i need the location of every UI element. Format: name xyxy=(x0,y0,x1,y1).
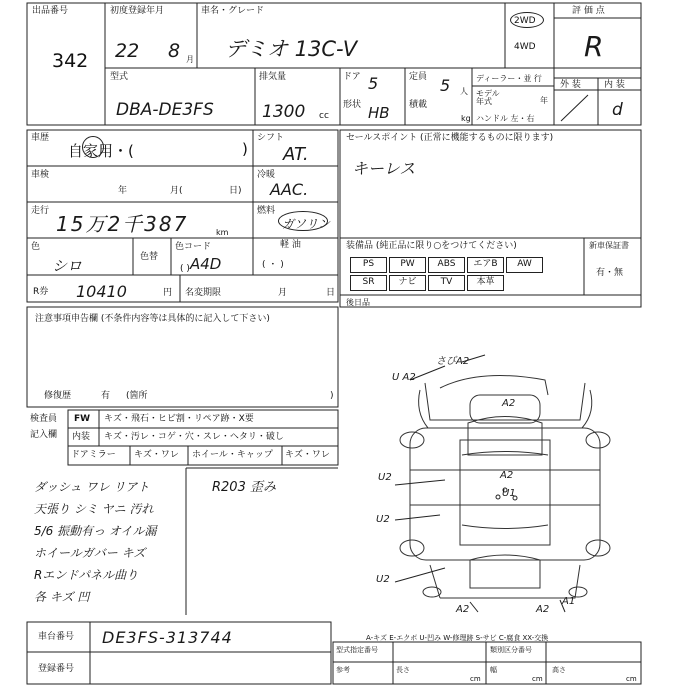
equipment-label: 装備品 (純正品に限り○をつけてください) xyxy=(346,241,517,251)
fw-items: キズ・飛石・ヒビ割・リペア跡・X要 xyxy=(104,414,254,424)
equipment-item: 本革 xyxy=(467,275,504,291)
lot-label: 出品番号 xyxy=(32,6,69,16)
inspection-year: 年 xyxy=(118,186,128,196)
width-cm: cm xyxy=(532,675,543,683)
handwritten-note-line: ホイールガバー キズ xyxy=(34,546,146,560)
handwritten-note-line: 天張り シミ ヤニ 汚れ xyxy=(34,502,154,516)
model-year-unit: 年 xyxy=(540,96,548,105)
damage-mark: さびA2 xyxy=(436,356,470,367)
drive-2wd: 2WD xyxy=(514,16,536,26)
first-registration-label: 初度登録年月 xyxy=(110,6,165,16)
type-spec-label: 型式指定番号 xyxy=(336,646,378,654)
damage-mark: U A2 xyxy=(392,372,416,383)
ref-label-1: 参考 xyxy=(336,666,350,674)
inspection-day: 日) xyxy=(229,186,242,196)
registration-year: 22 xyxy=(115,40,140,62)
lot-number: 342 xyxy=(52,50,89,72)
name-change-month: 月 xyxy=(278,288,288,298)
month-unit: 月 xyxy=(186,55,194,64)
damage-mark: U1 xyxy=(502,488,516,499)
history-value: 自家用・( xyxy=(68,142,134,160)
equipment-item: ABS xyxy=(428,257,465,273)
interior-label: 内 装 xyxy=(604,80,625,90)
equipment-item: エアB xyxy=(467,257,504,273)
equipment-item: PS xyxy=(350,257,387,273)
handwritten-note-line: 各 キズ 凹 xyxy=(34,590,90,604)
model-label: 型式 xyxy=(110,72,129,82)
mileage-label: 走行 xyxy=(31,206,50,216)
equipment-item: AW xyxy=(506,257,543,273)
equipment-item: ナビ xyxy=(389,275,426,291)
color-label: 色 xyxy=(31,242,41,252)
color-code-value: A4D xyxy=(190,255,222,273)
post-items-label: 後日品 xyxy=(346,298,370,307)
drive-4wd: 4WD xyxy=(514,42,536,52)
score-label: 評 価 点 xyxy=(572,6,605,16)
handwritten-note-line: 5/6 振動有っ オイル漏 xyxy=(34,524,157,538)
color-code-label: 色コード xyxy=(175,242,212,252)
color-code-paren: ( ) xyxy=(180,264,190,274)
interior-items: キズ・汚レ・コゲ・穴・スレ・ヘタリ・破し xyxy=(104,432,284,442)
ac-value: AAC. xyxy=(270,180,309,199)
inspector-label-2: 記入欄 xyxy=(30,430,58,440)
color-change-label: 色替 xyxy=(140,252,159,262)
dealer-label: ディーラー・並 行 xyxy=(476,74,542,83)
registration-month: 8 xyxy=(168,40,181,62)
shape-label: 形状 xyxy=(343,100,362,110)
recycle-value: 10410 xyxy=(76,282,127,301)
mirror-items: キズ・ワレ xyxy=(134,450,179,460)
repair-location-label: (箇所 xyxy=(126,391,148,401)
chassis-label: 車台番号 xyxy=(38,632,75,642)
mileage-value: 15万2千387 xyxy=(56,212,189,236)
damage-mark: A2 xyxy=(502,398,516,409)
exterior-label: 外 装 xyxy=(560,80,581,90)
displacement-value: 1300 xyxy=(262,102,306,122)
history-close: ) xyxy=(242,140,248,158)
right-note: R203 歪み xyxy=(212,480,276,495)
capacity-value: 5 xyxy=(440,76,451,95)
damage-mark: A2 xyxy=(456,604,470,615)
door-value: 5 xyxy=(368,74,379,93)
door-label: ドア xyxy=(343,72,361,82)
color-value: シロ xyxy=(52,257,83,275)
private-use-circle xyxy=(82,136,104,158)
fuel-label: 燃料 xyxy=(257,206,276,216)
damage-mark: A2 xyxy=(500,470,514,481)
recycle-label: R券 xyxy=(33,287,49,297)
repair-value: 有 xyxy=(101,391,111,401)
inspection-month: 月( xyxy=(170,186,183,196)
displacement-unit: cc xyxy=(319,111,329,121)
damage-mark: A2 xyxy=(536,604,550,615)
damage-mark: A1 xyxy=(562,596,576,607)
fw-head: FW xyxy=(74,414,91,424)
handle-label: ハンドル 左・右 xyxy=(476,114,535,123)
shift-value: AT. xyxy=(283,144,309,165)
mileage-unit: km xyxy=(216,228,229,237)
car-name-label: 車名・グレード xyxy=(201,6,265,16)
capacity-unit: 人 xyxy=(460,87,468,96)
reg-number-label: 登録番号 xyxy=(38,664,75,674)
history-label: 車歴 xyxy=(31,133,50,143)
fuel-gasoline-circle xyxy=(278,211,331,231)
width-label: 幅 xyxy=(490,666,497,674)
equipment-item: TV xyxy=(428,275,465,291)
load-unit: kg xyxy=(461,114,471,123)
height-cm: cm xyxy=(626,675,637,683)
warranty-label: 新車保証書 xyxy=(589,241,629,250)
mirror-head: ドアミラー xyxy=(71,450,116,460)
shape-value: HB xyxy=(368,104,390,122)
wheel-items: キズ・ワレ xyxy=(285,450,330,460)
damage-mark: U2 xyxy=(376,574,390,585)
wheel-head: ホイール・キャップ xyxy=(192,450,273,460)
length-label: 長さ xyxy=(396,666,410,674)
class-spec-label: 類別区分番号 xyxy=(490,646,532,654)
name-change-day: 日 xyxy=(326,288,336,298)
damage-legend: A-キズ E-エクボ U-凹み W-修理跡 S-サビ C-腐食 XX-交換 xyxy=(366,634,549,642)
repair-label: 修復歴 xyxy=(44,391,72,401)
recycle-unit: 円 xyxy=(163,288,173,298)
sales-point-label: セールスポイント (正常に機能するものに限ります) xyxy=(346,133,554,143)
equipment-item: PW xyxy=(389,257,426,273)
capacity-label: 定員 xyxy=(409,72,428,82)
drive-2wd-circle xyxy=(510,12,544,28)
height-label: 高さ xyxy=(552,666,566,674)
inspector-label-1: 検査員 xyxy=(30,414,58,424)
fuel-value: ガソリン xyxy=(282,217,331,231)
displacement-label: 排気量 xyxy=(259,72,287,82)
equipment-item: SR xyxy=(350,275,387,291)
damage-mark: U2 xyxy=(376,514,390,525)
fuel-diesel: 軽 油 xyxy=(280,240,301,250)
model-value: DBA-DE3FS xyxy=(116,100,214,120)
model-year-label: モデル 年式 xyxy=(476,89,500,106)
warranty-value: 有・無 xyxy=(596,268,624,278)
score-value: R xyxy=(584,30,604,63)
chassis-value: DE3FS-313744 xyxy=(102,628,233,647)
handwritten-note-line: Rエンドパネル曲り xyxy=(34,568,139,582)
handwritten-note-line: ダッシュ ワレ リアト xyxy=(34,480,150,494)
shift-label: シフト xyxy=(257,133,285,143)
exterior-slash xyxy=(556,93,596,123)
interior-head: 内装 xyxy=(72,432,91,442)
load-label: 積載 xyxy=(409,100,428,110)
repair-location-close: ) xyxy=(330,391,334,401)
car-name-grade: デミオ 13C-V xyxy=(225,37,358,61)
ac-label: 冷暖 xyxy=(257,170,276,180)
fuel-paren: ( ・ ) xyxy=(262,260,284,270)
sales-point-value: キーレス xyxy=(352,159,416,178)
damage-mark: U2 xyxy=(378,472,392,483)
notes-label: 注意事項申告欄 (不条件内容等は具体的に記入して下さい) xyxy=(35,314,270,324)
length-cm: cm xyxy=(470,675,481,683)
interior-value: d xyxy=(612,100,623,120)
inspection-label: 車検 xyxy=(31,170,50,180)
name-change-label: 名変期限 xyxy=(185,288,222,298)
